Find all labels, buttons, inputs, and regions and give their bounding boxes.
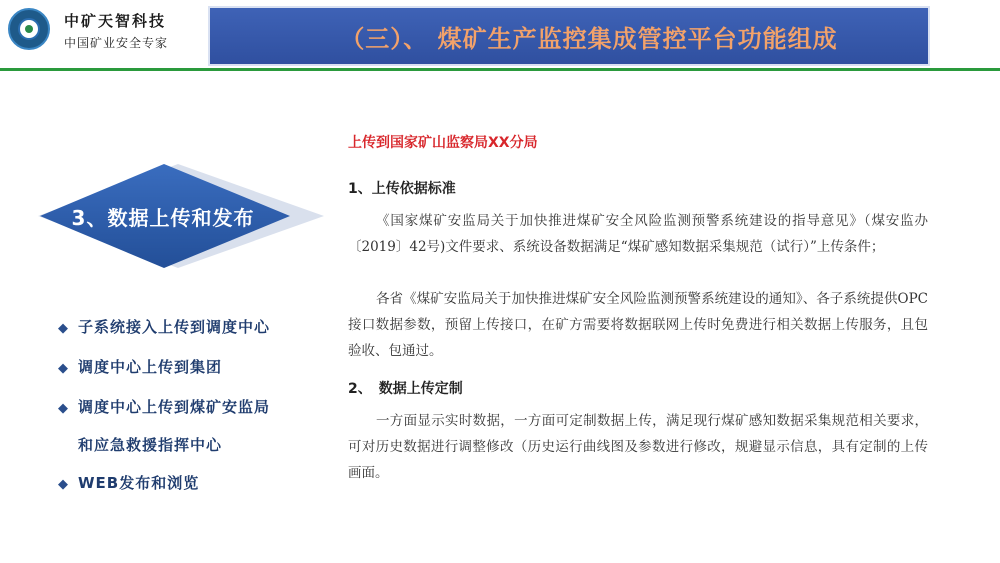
section-label: 3、数据上传和发布 xyxy=(71,206,255,230)
nav-item-label: 调度中心上传到煤矿安监局 xyxy=(78,398,271,416)
nav-item-dispatch-to-bureau[interactable] xyxy=(58,396,270,417)
nav-item-label: 调度中心上传到集团 xyxy=(78,358,223,376)
nav-item-web-publish[interactable] xyxy=(58,472,199,493)
diamond-bullet-icon: ◆ xyxy=(58,401,69,416)
paragraph-customization: 一方面显示实时数据，一方面可定制数据上传，满足现行煤矿感知数据采集规范相关要求，可对历史数据进行调整修改（历史运行曲线图及参数进行修改，规避显示信息，具有定制的上传画面。 xyxy=(348,413,928,481)
nav-item-label: 子系统接入上传到调度中心 xyxy=(78,318,271,336)
title-banner xyxy=(208,6,930,66)
header-divider xyxy=(0,68,1000,71)
content-heading: 上传到国家矿山监察局XX分局 xyxy=(348,135,538,151)
nav-item-dispatch-to-group[interactable] xyxy=(58,356,222,377)
nav-item-label: WEB发布和浏览 xyxy=(78,474,200,492)
section-diamond xyxy=(38,162,328,270)
company-slogan: 中国矿业安全专家 xyxy=(64,36,169,50)
company-logo-block xyxy=(8,6,198,54)
diamond-bullet-icon: ◆ xyxy=(58,321,69,336)
diamond-bullet-icon: ◆ xyxy=(58,477,69,492)
nav-item-continuation: 和应急救援指挥中心 xyxy=(78,436,223,454)
page-title: （三）、 煤矿生产监控集成管控平台功能组成 xyxy=(340,24,838,53)
company-name: 中矿天智科技 xyxy=(64,12,167,30)
subheading-standards: 1、上传依据标准 xyxy=(348,181,456,197)
diamond-bullet-icon: ◆ xyxy=(58,361,69,376)
paragraph-provincial: 各省《煤矿安监局关于加快推进煤矿安全风险监测预警系统建设的通知》、各子系统提供OPC接口数据参数，预留上传接口，在矿方需要将数据联网上传时免费进行相关数据上传服务，且包验收、包通过。 xyxy=(348,291,928,359)
paragraph-standards: 《国家煤矿安监局关于加快推进煤矿安全风险监测预警系统建设的指导意见》（煤安监办〔2019〕42号)文件要求、系统设备数据满足“煤矿感知数据采集规范（试行）”上传条件； xyxy=(348,213,928,255)
subheading-customization: 2、 数据上传定制 xyxy=(348,381,463,397)
nav-item-subsystem-upload[interactable] xyxy=(58,316,270,337)
company-logo-icon xyxy=(8,8,50,50)
